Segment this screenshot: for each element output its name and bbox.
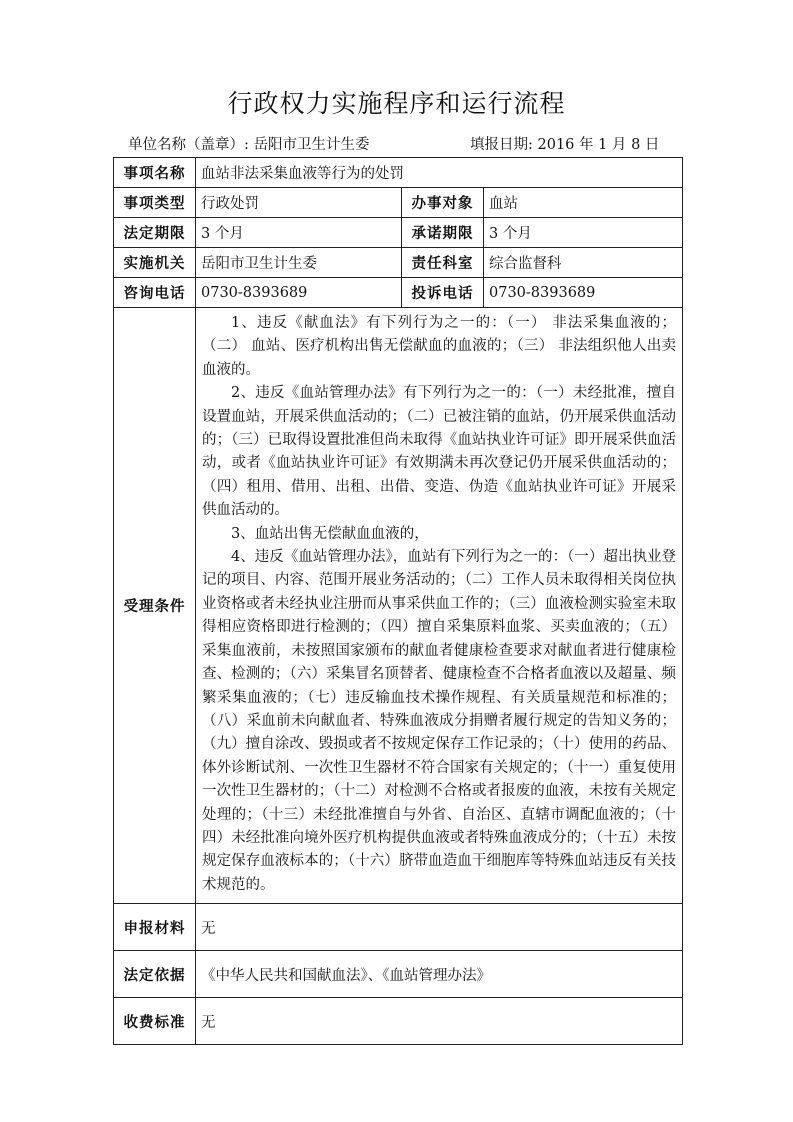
condition-paragraph: 4、违反《血站管理办法》，血站有下列行为之一的：（一）超出执业登记的项目、内容、范围开展业务活动的；（二）工作人员未取得相关岗位执业资格或者未经执业注册而从事采供血工作的；（三）血液检测实验室未取得相应资格即进行检测的；（四）擅自采集原料血浆、买卖血液的；（五）采集血液前，未按照国家颁布的献血者健康检查要求对献血者进行健康检查、检测的；（六）采集冒名顶替者、健康检查不合格者血液以及超量、频繁采集血液的；（七）违反输血技术操作规程、有关质量规范和标准的；（八）采血前未向献血者、特殊血液成分捐赠者履行规定的告知义务的；（九）擅自涂改、毁损或者不按规定保存工作记录的；（十）使用的药品、体外诊断试剂、一次性卫生器材不符合国家有关规定的；（十一）重复使用一次性卫生器材的；（十二）对检测不合格或者报废的血液，未按有关规定处理的；（十三）未经批准擅自与外省、自治区、直辖市调配血液的；（十四）未经批准向境外医疗机构提供血液或者特殊血液成分的；（十五）未按规定保存血液标本的；（十六）脐带血造血干细胞库等特殊血站违反有关技术规范的。 — [202, 549, 677, 893]
label-item-type: 事项类型 — [114, 188, 196, 218]
row-phone — [114, 278, 683, 308]
row-materials — [114, 904, 683, 951]
info-table — [113, 157, 683, 1045]
row-legal-term — [114, 218, 683, 248]
condition-paragraph: 3、血站出售无偿献血血液的， — [231, 525, 429, 542]
label-agency: 实施机关 — [114, 248, 196, 278]
condition-paragraph: 2、违反《血站管理办法》有下列行为之一的：（一）未经批准，擅自设置血站，开展采供血活动的；（二）已被注销的血站，仍开展采供血活动的；（三）已取得设置批准但尚未取得《血站执业许可证》即开展采供血活动，或者《血站执业许可证》有效期满未再次登记仍开展采供血活动的；（四）租用、借用、出租、出借、变造、伪造《血站执业许可证》开展采供血活动的。 — [202, 385, 677, 519]
page-title: 行政权力实施程序和运行流程 — [227, 89, 566, 118]
unit-label: 单位名称（盖章）: — [128, 137, 249, 153]
label-department: 责任科室 — [402, 248, 484, 278]
label-target: 办事对象 — [402, 188, 484, 218]
condition-paragraph: 1、违反《献血法》有下列行为之一的：（一） 非法采集血液的；（二） 血站、医疗机构出售无偿献血的血液的；（三） 非法组织他人出卖血液的。 — [202, 315, 677, 378]
value-fees: 无 — [196, 998, 683, 1045]
row-item-type — [114, 188, 683, 218]
date-label: 填报日期: — [470, 137, 533, 153]
label-consult-phone: 咨询电话 — [114, 278, 196, 308]
label-fees: 收费标准 — [114, 998, 196, 1045]
row-item-name — [114, 158, 683, 188]
date-value: 2016 年 1 月 8 日 — [537, 137, 660, 153]
label-complaint-phone: 投诉电话 — [402, 278, 484, 308]
unit-info — [128, 133, 370, 154]
value-legal-basis: 《中华人民共和国献血法》、《血站管理办法》 — [196, 951, 683, 998]
value-consult-phone: 0730-8393689 — [196, 278, 402, 308]
label-materials: 申报材料 — [114, 904, 196, 951]
value-agency: 岳阳市卫生计生委 — [196, 248, 402, 278]
date-info — [470, 133, 659, 154]
unit-name: 岳阳市卫生计生委 — [253, 137, 370, 153]
value-department: 综合监督科 — [484, 248, 683, 278]
label-conditions: 受理条件 — [114, 308, 196, 904]
row-agency — [114, 248, 683, 278]
label-legal-basis: 法定依据 — [114, 951, 196, 998]
label-promise-term: 承诺期限 — [402, 218, 484, 248]
label-item-name: 事项名称 — [114, 158, 196, 188]
value-item-name: 血站非法采集血液等行为的处罚 — [196, 158, 683, 188]
value-target: 血站 — [484, 188, 683, 218]
value-complaint-phone: 0730-8393689 — [484, 278, 683, 308]
value-legal-term: 3 个月 — [196, 218, 402, 248]
value-conditions — [196, 308, 683, 904]
value-materials: 无 — [196, 904, 683, 951]
value-promise-term: 3 个月 — [484, 218, 683, 248]
label-legal-term: 法定期限 — [114, 218, 196, 248]
value-item-type: 行政处罚 — [196, 188, 402, 218]
row-legal-basis — [114, 951, 683, 998]
row-fees — [114, 998, 683, 1045]
row-conditions — [114, 308, 683, 904]
